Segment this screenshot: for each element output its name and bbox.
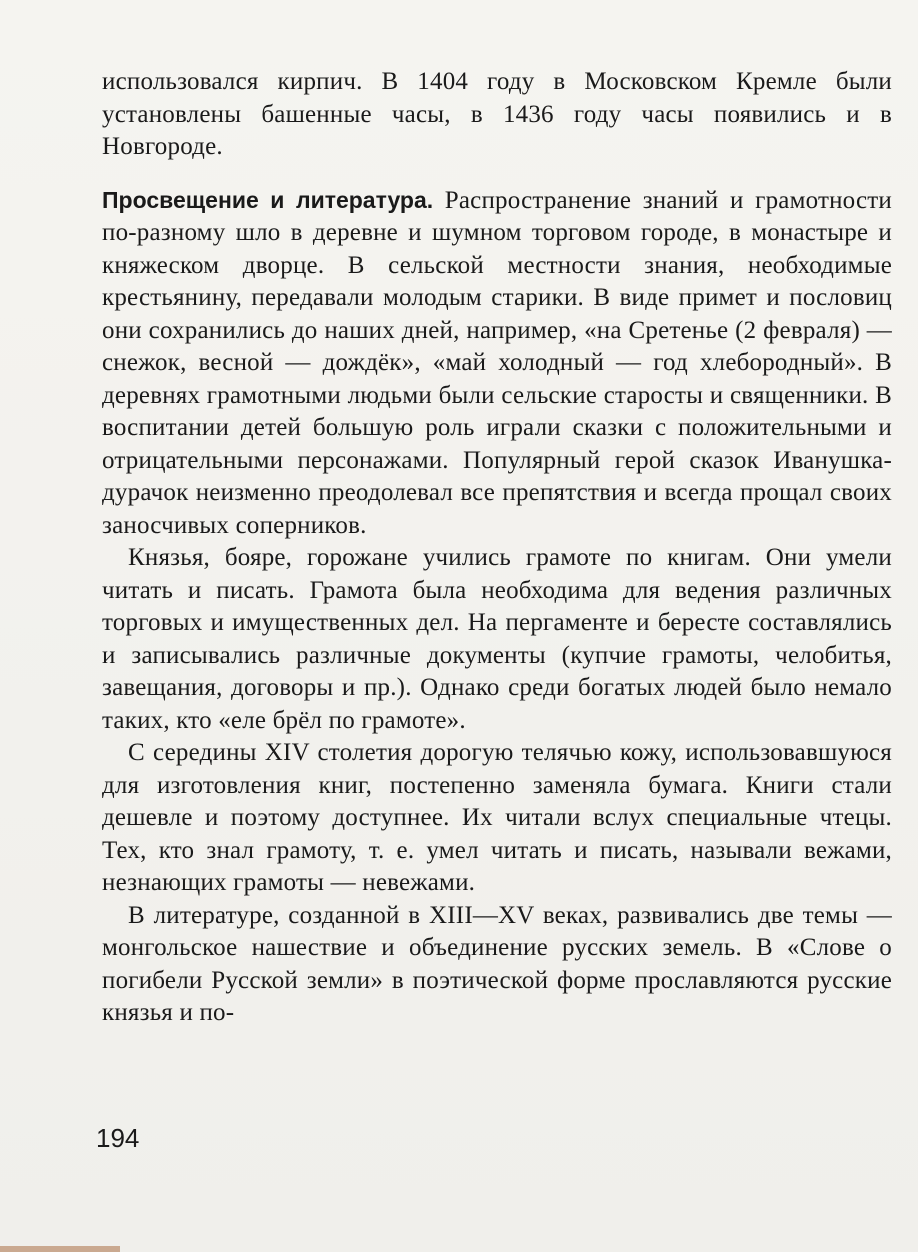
section-first-paragraph-text: Распространение знаний и грамотности по-разному шло в деревне и шумном торговом городе, в монастыре и княжеском дворце. В сельской местности знания, необходимые крестьянину, передавали молодым старики. В виде примет и пословиц они сохранились до наших дней, например, «на Сретенье (2 февраля) — снежок, весной — дождёк», «май холодный — год хлебородный». В деревнях грамотными людьми были сельские старосты и священники. В воспитании детей большую роль играли сказки с положительными и отрицательными персонажами. Популярный герой сказок Иванушка-дурачок неизменно преодолевал все препятствия и всегда прощал своих заносчивых соперников. [102, 186, 893, 539]
page-text [102, 66, 892, 1030]
page-number: 194 [96, 1123, 140, 1153]
paragraph-paper-books: С середины XIV столетия дорогую телячью кожу, использовавшуюся для изготовления книг, постепенно заменяла бумага. Книги стали дешевле и поэтому доступнее. Их читали вслух специальные чтецы. Тех, кто знал грамоту, т. е. умел читать и писать, называли вежами, незнающих грамоты — невежами. [102, 739, 892, 896]
intro-paragraph: использовался кирпич. В 1404 году в Московском Кремле были установлены башенные часы, в 1436 году часы появились и в Новгороде. [102, 68, 892, 160]
page-edge-mark [0, 1246, 120, 1252]
section-heading: Просвещение и литература. [102, 186, 434, 213]
section-first-paragraph [102, 184, 892, 543]
section-enlightenment-literature [102, 184, 892, 1030]
paragraph-literacy: Князья, бояре, горожане учились грамоте по книгам. Они умели читать и писать. Грамота была необходима для ведения различных торговых и имущественных дел. На пергаменте и бересте составлялись и записывались различные документы (купчие грамоты, челобитья, завещания, договоры и пр.). Однако среди богатых людей было немало таких, кто «еле брёл по грамоте». [102, 544, 892, 734]
paragraph-literature: В литературе, созданной в XIII—XV веках, развивались две темы — монгольское нашествие и объединение русских земель. В «Слове о погибели Русской земли» в поэтической форме прославляются русские князья и по- [102, 901, 892, 1026]
